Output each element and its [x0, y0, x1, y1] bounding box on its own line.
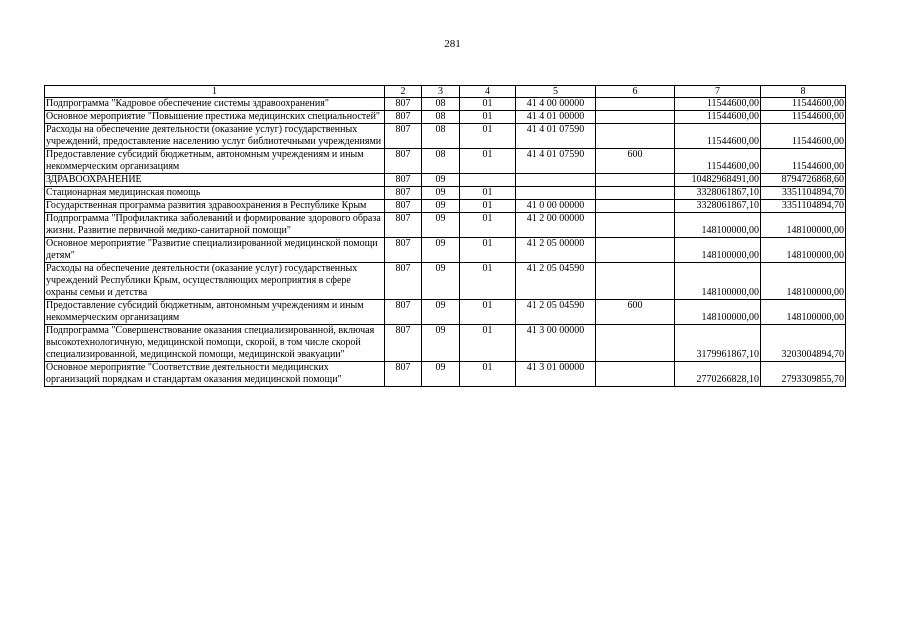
amount-col7: 11544600,00 — [675, 111, 761, 124]
section-code: 09 — [422, 362, 460, 387]
subsection-code: 01 — [460, 124, 516, 149]
expense-type — [596, 187, 675, 200]
amount-col7: 10482968491,00 — [675, 174, 761, 187]
target-article: 41 2 05 00000 — [516, 238, 596, 263]
row-name: Подпрограмма "Профилактика заболеваний и формирование здорового образа жизни. Развитие первичной медико-санитарной помощи" — [45, 213, 385, 238]
header-cell: 5 — [516, 86, 596, 98]
subsection-code: 01 — [460, 325, 516, 362]
amount-col7: 148100000,00 — [675, 300, 761, 325]
expense-type — [596, 325, 675, 362]
target-article — [516, 187, 596, 200]
row-name: Основное мероприятие "Развитие специализированной медицинской помощи детям" — [45, 238, 385, 263]
header-cell: 6 — [596, 86, 675, 98]
amount-col7: 3328061867,10 — [675, 200, 761, 213]
amount-col7: 11544600,00 — [675, 98, 761, 111]
section-code: 08 — [422, 149, 460, 174]
expense-type — [596, 200, 675, 213]
row-name: Предоставление субсидий бюджетным, автономным учреждениям и иным некоммерческим организациям — [45, 149, 385, 174]
target-article: 41 2 05 04590 — [516, 263, 596, 300]
row-name: Расходы на обеспечение деятельности (оказание услуг) государственных учреждений, предоставление населению услуг библиотечными учреждениями — [45, 124, 385, 149]
table-row — [45, 200, 846, 213]
amount-col8: 3351104894,70 — [761, 200, 846, 213]
section-code: 08 — [422, 124, 460, 149]
table-row — [45, 238, 846, 263]
table-row — [45, 149, 846, 174]
amount-col8: 11544600,00 — [761, 149, 846, 174]
table-row — [45, 263, 846, 300]
table-row — [45, 362, 846, 387]
row-name: Основное мероприятие "Соответствие деятельности медицинских организаций порядкам и стандартам оказания медицинской помощи" — [45, 362, 385, 387]
amount-col8: 11544600,00 — [761, 111, 846, 124]
target-article: 41 4 01 07590 — [516, 149, 596, 174]
subsection-code: 01 — [460, 263, 516, 300]
amount-col8: 148100000,00 — [761, 238, 846, 263]
target-article — [516, 174, 596, 187]
header-cell: 8 — [761, 86, 846, 98]
amount-col7: 11544600,00 — [675, 149, 761, 174]
header-cell: 2 — [385, 86, 422, 98]
amount-col8: 11544600,00 — [761, 98, 846, 111]
section-code: 09 — [422, 174, 460, 187]
expense-type — [596, 213, 675, 238]
ved-code: 807 — [385, 124, 422, 149]
amount-col8: 11544600,00 — [761, 124, 846, 149]
section-code: 09 — [422, 325, 460, 362]
section-code: 09 — [422, 187, 460, 200]
target-article: 41 2 00 00000 — [516, 213, 596, 238]
expense-type: 600 — [596, 300, 675, 325]
section-code: 08 — [422, 111, 460, 124]
subsection-code: 01 — [460, 362, 516, 387]
ved-code: 807 — [385, 200, 422, 213]
ved-code: 807 — [385, 362, 422, 387]
expense-type — [596, 174, 675, 187]
amount-col7: 3328061867,10 — [675, 187, 761, 200]
target-article: 41 0 00 00000 — [516, 200, 596, 213]
subsection-code: 01 — [460, 300, 516, 325]
row-name: Государственная программа развития здравоохранения в Республике Крым — [45, 200, 385, 213]
header-cell: 3 — [422, 86, 460, 98]
amount-col8: 148100000,00 — [761, 263, 846, 300]
ved-code: 807 — [385, 187, 422, 200]
expense-type — [596, 263, 675, 300]
target-article: 41 4 00 00000 — [516, 98, 596, 111]
amount-col7: 3179961867,10 — [675, 325, 761, 362]
amount-col8: 3203004894,70 — [761, 325, 846, 362]
subsection-code: 01 — [460, 213, 516, 238]
amount-col7: 148100000,00 — [675, 263, 761, 300]
amount-col8: 2793309855,70 — [761, 362, 846, 387]
amount-col8: 148100000,00 — [761, 213, 846, 238]
header-cell: 4 — [460, 86, 516, 98]
subsection-code: 01 — [460, 149, 516, 174]
target-article: 41 3 00 00000 — [516, 325, 596, 362]
expense-type — [596, 362, 675, 387]
section-code: 09 — [422, 300, 460, 325]
section-code: 09 — [422, 263, 460, 300]
table-row — [45, 213, 846, 238]
section-code: 09 — [422, 200, 460, 213]
subsection-code: 01 — [460, 200, 516, 213]
section-code: 09 — [422, 213, 460, 238]
subsection-code: 01 — [460, 111, 516, 124]
expense-type — [596, 98, 675, 111]
table-row — [45, 187, 846, 200]
ved-code: 807 — [385, 325, 422, 362]
target-article: 41 4 01 07590 — [516, 124, 596, 149]
row-name: Основное мероприятие "Повышение престижа медицинских специальностей" — [45, 111, 385, 124]
ved-code: 807 — [385, 238, 422, 263]
target-article: 41 2 05 04590 — [516, 300, 596, 325]
row-name: ЗДРАВООХРАНЕНИЕ — [45, 174, 385, 187]
expense-type: 600 — [596, 149, 675, 174]
ved-code: 807 — [385, 149, 422, 174]
ved-code: 807 — [385, 111, 422, 124]
target-article: 41 3 01 00000 — [516, 362, 596, 387]
expense-type — [596, 111, 675, 124]
amount-col8: 3351104894,70 — [761, 187, 846, 200]
section-code: 09 — [422, 238, 460, 263]
header-cell: 1 — [45, 86, 385, 98]
ved-code: 807 — [385, 213, 422, 238]
ved-code: 807 — [385, 174, 422, 187]
page-number: 281 — [444, 38, 461, 50]
amount-col7: 11544600,00 — [675, 124, 761, 149]
amount-col7: 148100000,00 — [675, 238, 761, 263]
row-name: Расходы на обеспечение деятельности (оказание услуг) государственных учреждений Республики Крым, осуществляющих мероприятия в сфере охраны семьи и детства — [45, 263, 385, 300]
subsection-code — [460, 174, 516, 187]
row-name: Предоставление субсидий бюджетным, автономным учреждениям и иным некоммерческим организациям — [45, 300, 385, 325]
amount-col7: 2770266828,10 — [675, 362, 761, 387]
header-row — [45, 86, 846, 98]
table-row — [45, 325, 846, 362]
table-row — [45, 111, 846, 124]
amount-col8: 148100000,00 — [761, 300, 846, 325]
subsection-code: 01 — [460, 187, 516, 200]
row-name: Подпрограмма "Совершенствование оказания специализированной, включая высокотехнологичную, медицинской помощи, скорой, в том числе скорой специализированной, медицинской помощи, медицинской эвакуации" — [45, 325, 385, 362]
subsection-code: 01 — [460, 238, 516, 263]
header-cell: 7 — [675, 86, 761, 98]
expense-type — [596, 124, 675, 149]
ved-code: 807 — [385, 263, 422, 300]
subsection-code: 01 — [460, 98, 516, 111]
table-row — [45, 98, 846, 111]
amount-col8: 8794726868,60 — [761, 174, 846, 187]
ved-code: 807 — [385, 300, 422, 325]
table-row — [45, 124, 846, 149]
expense-type — [596, 238, 675, 263]
row-name: Стационарная медицинская помощь — [45, 187, 385, 200]
amount-col7: 148100000,00 — [675, 213, 761, 238]
table-row — [45, 300, 846, 325]
ved-code: 807 — [385, 98, 422, 111]
table-row — [45, 174, 846, 187]
row-name: Подпрограмма "Кадровое обеспечение системы здравоохранения" — [45, 98, 385, 111]
budget-table — [44, 85, 846, 387]
section-code: 08 — [422, 98, 460, 111]
target-article: 41 4 01 00000 — [516, 111, 596, 124]
